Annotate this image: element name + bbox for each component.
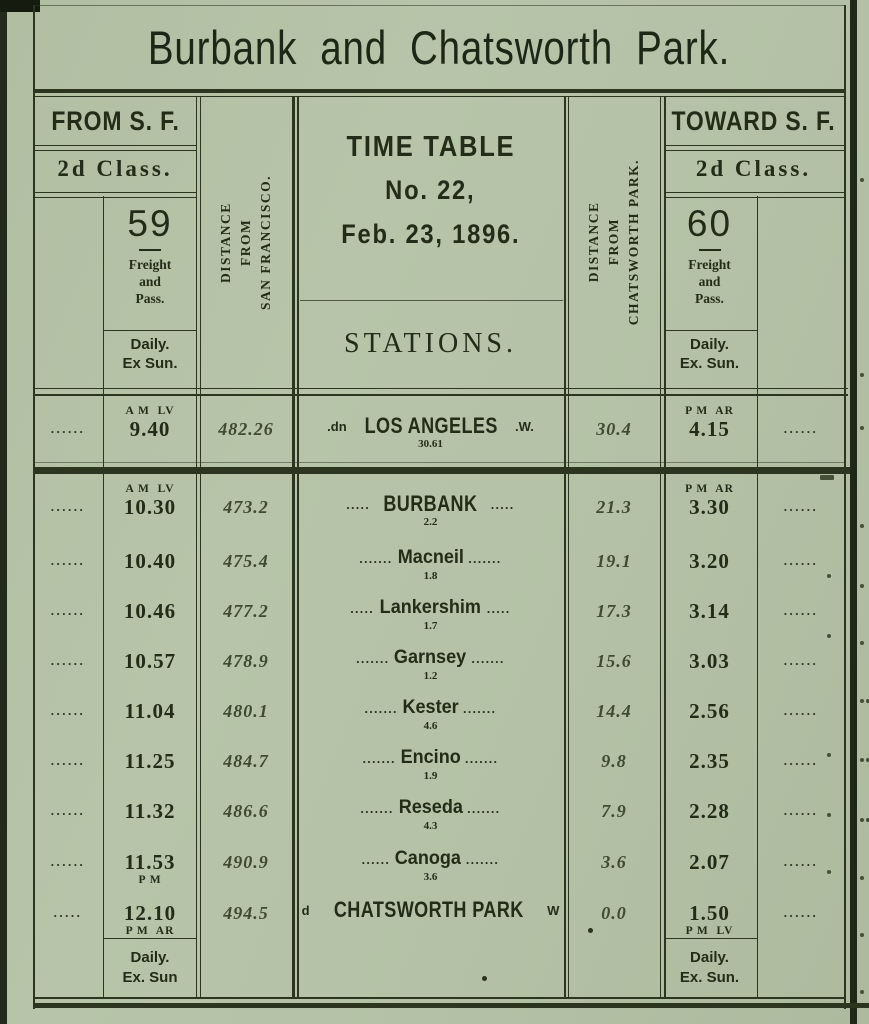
margin-artifact-dot xyxy=(860,699,864,703)
column-divider xyxy=(568,97,569,998)
section-rule xyxy=(33,462,845,463)
heavy-section-rule xyxy=(33,467,850,474)
column-divider xyxy=(103,196,104,998)
distance-from-sf-value: 475.4 xyxy=(223,550,269,571)
leader-dots: ....... xyxy=(467,801,501,816)
time-note: A M LV xyxy=(125,483,175,495)
time-from-sf: 11.53 xyxy=(124,850,176,874)
timetable-row xyxy=(33,636,845,686)
interstation-distance: 1.2 xyxy=(423,670,438,682)
distance-from-sf-value: 484.7 xyxy=(223,750,269,771)
distance-from-sf-value: 473.2 xyxy=(223,496,269,517)
station-name: Lankershim xyxy=(379,597,482,618)
margin-artifact-dot xyxy=(860,373,864,377)
leader-dots: ..... xyxy=(350,601,375,616)
margin-artifact-dot xyxy=(860,990,864,994)
distance-from-sf-value: 486.6 xyxy=(223,800,269,821)
table-header xyxy=(33,97,845,388)
train-60 xyxy=(662,192,757,388)
margin-artifact-dot xyxy=(860,933,864,937)
margin-artifact-dash xyxy=(820,475,834,480)
header-from-sf xyxy=(33,97,197,388)
fill-dots: ...... xyxy=(783,905,819,920)
column-divider xyxy=(200,97,201,998)
distance-from-cp-value: 15.6 xyxy=(596,650,632,671)
leader-dots: ....... xyxy=(356,651,390,666)
train-59-schedule: Daily. Ex Sun. xyxy=(122,336,178,372)
distance-from-cp-value: 17.3 xyxy=(596,600,632,621)
bottom-rule xyxy=(33,997,845,999)
scan-edge-left xyxy=(0,0,7,1024)
stations-divider-rule xyxy=(300,300,563,301)
header-rule xyxy=(104,330,196,331)
time-toward-sf: 3.03 xyxy=(689,649,730,673)
leader-dots: ....... xyxy=(465,751,499,766)
interstation-distance: 1.7 xyxy=(423,620,438,632)
interstation-distance: 4.3 xyxy=(423,820,438,832)
margin-artifact-dot xyxy=(860,524,864,528)
column-divider xyxy=(196,97,197,998)
distance-from-cp-column xyxy=(566,97,662,388)
time-from-sf: 10.46 xyxy=(123,599,177,623)
distance-from-sf-value: 477.2 xyxy=(223,600,269,621)
header-rule xyxy=(665,197,844,198)
time-toward-sf: 2.28 xyxy=(689,799,730,823)
train-59-number: 59 xyxy=(127,203,173,244)
fill-dots: ...... xyxy=(50,803,86,818)
timetable-date: Feb. 23, 1896. xyxy=(340,219,521,249)
leader-dots: ....... xyxy=(465,852,500,867)
train-60-schedule: Daily. Ex. Sun. xyxy=(679,336,740,372)
timetable-row xyxy=(33,786,845,836)
leader-dots: ...... xyxy=(361,852,391,867)
header-rule xyxy=(665,150,844,151)
toward-sf-label: TOWARD S. F. xyxy=(671,105,836,136)
time-toward-sf: 3.30 xyxy=(689,495,730,519)
printer-mark xyxy=(482,976,487,981)
header-bottom-rule xyxy=(33,388,848,389)
margin-artifact-dot xyxy=(860,584,864,588)
from-sf-label-wrap xyxy=(33,97,197,145)
station-name: LOS ANGELES xyxy=(364,413,498,438)
toward-empty-subcol xyxy=(757,192,845,388)
station-name: CHATSWORTH PARK xyxy=(333,897,524,922)
fill-dots: ...... xyxy=(783,854,819,869)
station-name: Macneil xyxy=(397,547,464,568)
leader-dots: ....... xyxy=(359,551,393,566)
footer-rule xyxy=(666,938,757,939)
timetable-row xyxy=(33,888,845,938)
distance-from-cp-value: 7.9 xyxy=(601,800,627,821)
time-note: P M AR xyxy=(685,483,734,495)
fill-dots: ...... xyxy=(50,421,86,436)
column-divider xyxy=(757,196,758,998)
station-name: Reseda xyxy=(398,797,463,818)
leader-dots: ..... xyxy=(486,601,511,616)
distance-from-sf-value: 490.9 xyxy=(223,851,269,872)
margin-artifact-dot xyxy=(827,753,831,757)
distance-from-cp-label: DISTANCE FROM CHATSWORTH PARK. xyxy=(586,159,641,326)
margin-artifact-dot xyxy=(860,818,864,822)
margin-artifact-dot xyxy=(827,870,831,874)
page-title: Burbank and Chatsworth Park. xyxy=(147,20,731,74)
margin-artifact-dot xyxy=(860,876,864,880)
leader-dots: ....... xyxy=(362,751,396,766)
time-note: P M AR xyxy=(125,925,175,937)
distance-from-cp-value: 9.8 xyxy=(601,750,627,771)
fill-dots: ...... xyxy=(783,703,819,718)
timetable-title-box xyxy=(295,97,566,388)
distance-from-sf-label: DISTANCE FROM SAN FRANCISCO. xyxy=(218,174,273,310)
time-toward-sf: 1.50 xyxy=(689,901,730,925)
timetable-row xyxy=(33,836,845,888)
leader-dots: ..... xyxy=(490,497,515,512)
header-rule xyxy=(35,197,196,198)
distance-from-sf-value: 478.9 xyxy=(223,650,269,671)
time-toward-sf: 2.07 xyxy=(689,850,730,874)
stations-header: STATIONS. xyxy=(344,328,517,359)
station-name: BURBANK xyxy=(383,491,478,516)
time-toward-sf: 2.56 xyxy=(689,699,730,723)
interstation-distance: 30.61 xyxy=(418,438,443,450)
scan-edge-right xyxy=(850,0,857,1024)
distance-from-sf-column xyxy=(197,97,295,388)
leader-dots: ....... xyxy=(360,801,394,816)
toward-sf-label-wrap xyxy=(662,97,845,145)
title-top-rule xyxy=(33,5,845,6)
interstation-distance: 3.6 xyxy=(423,871,438,883)
margin-artifact-dot xyxy=(860,178,864,182)
time-note: P M xyxy=(138,874,162,886)
station-name: Encino xyxy=(400,747,461,768)
interstation-distance: 1.8 xyxy=(423,570,438,582)
fill-dots: ...... xyxy=(783,603,819,618)
leader-dots: ....... xyxy=(468,551,502,566)
fill-dots: ...... xyxy=(783,421,819,436)
title-bottom-rule xyxy=(33,89,845,93)
timetable-number: No. 22, xyxy=(385,175,476,205)
distance-from-cp-value: 3.6 xyxy=(601,851,627,872)
bottom-heavy-rule xyxy=(33,1003,869,1008)
leader-dots: ..... xyxy=(346,497,371,512)
fill-dots: ...... xyxy=(50,603,86,618)
time-note: A M LV xyxy=(125,405,175,417)
column-divider xyxy=(297,97,299,998)
train-60-dash xyxy=(699,249,721,251)
station-suffix: .W. xyxy=(515,418,534,434)
train-60-type: Freight and Pass. xyxy=(688,257,731,306)
time-from-sf: 11.04 xyxy=(124,699,176,723)
station-prefix: .dn xyxy=(327,418,347,434)
header-bottom-rule xyxy=(33,394,848,396)
interstation-distance: 2.2 xyxy=(423,516,438,528)
distance-from-cp-value: 0.0 xyxy=(601,902,627,923)
los-angeles-row xyxy=(33,396,845,462)
distance-from-cp-value: 14.4 xyxy=(596,700,632,721)
header-rule xyxy=(35,150,196,151)
title-box xyxy=(33,5,845,89)
fill-dots: ...... xyxy=(50,499,86,514)
fill-dots: ..... xyxy=(53,905,83,920)
fill-dots: ...... xyxy=(783,553,819,568)
margin-artifact-dot xyxy=(860,426,864,430)
station-prefix: d xyxy=(301,902,310,918)
fill-dots: ...... xyxy=(783,803,819,818)
station-name: Canoga xyxy=(395,848,462,869)
fill-dots: ...... xyxy=(50,653,86,668)
from-empty-subcol xyxy=(33,192,103,388)
time-toward-sf: 3.20 xyxy=(689,549,730,573)
margin-artifact-dot xyxy=(860,641,864,645)
station-suffix: W xyxy=(547,902,560,918)
leader-dots: ....... xyxy=(463,701,497,716)
fill-dots: ...... xyxy=(50,753,86,768)
header-toward-sf xyxy=(662,97,845,388)
distance-from-sf-value: 480.1 xyxy=(223,700,269,721)
column-divider xyxy=(664,97,666,998)
margin-artifact-dot xyxy=(860,758,864,762)
time-from-sf: 10.40 xyxy=(123,549,177,573)
margin-artifact-dot xyxy=(827,634,831,638)
leader-dots: ....... xyxy=(364,701,398,716)
margin-artifact-dot xyxy=(827,574,831,578)
timetable-row xyxy=(33,478,845,536)
train-60-number: 60 xyxy=(686,203,733,244)
time-toward-sf: 2.35 xyxy=(689,749,730,773)
footer-rule xyxy=(104,938,196,939)
fill-dots: ...... xyxy=(50,553,86,568)
train-59-type: Freight and Pass. xyxy=(128,257,172,306)
fill-dots: ...... xyxy=(783,653,819,668)
distance-from-sf-value: 482.26 xyxy=(218,418,274,439)
interstation-distance: 1.9 xyxy=(423,770,438,782)
distance-from-sf-value: 494.5 xyxy=(223,902,269,923)
timetable-row xyxy=(33,536,845,586)
time-note: P M LV xyxy=(685,925,734,937)
printer-mark xyxy=(588,928,593,933)
leader-dots: ....... xyxy=(471,651,505,666)
fill-dots: ...... xyxy=(783,499,819,514)
time-from-sf: 11.32 xyxy=(124,799,176,823)
timetable-row xyxy=(33,586,845,636)
time-toward-sf: 3.14 xyxy=(689,599,730,623)
fill-dots: ...... xyxy=(50,703,86,718)
header-rule xyxy=(665,145,844,146)
header-rule xyxy=(35,192,196,193)
timetable-label: TIME TABLE xyxy=(346,131,515,163)
time-from-sf: 11.25 xyxy=(124,749,176,773)
time-from-sf: 10.57 xyxy=(123,649,177,673)
distance-from-cp-value: 30.4 xyxy=(596,418,632,439)
train-59-dash xyxy=(139,249,161,251)
station-name: Kester xyxy=(402,697,459,718)
column-divider xyxy=(660,97,661,998)
time-from-sf: 12.10 xyxy=(123,901,177,925)
table-border-right xyxy=(844,5,846,1009)
fill-dots: ...... xyxy=(783,753,819,768)
footer-schedule-right: Daily. Ex. Sun. xyxy=(679,949,740,986)
header-rule xyxy=(665,192,844,193)
header-rule xyxy=(666,330,757,331)
station-rows xyxy=(33,478,845,938)
timetable-row xyxy=(33,736,845,786)
distance-from-cp-value: 21.3 xyxy=(596,496,632,517)
time-from-sf: 10.30 xyxy=(123,495,177,519)
train-59 xyxy=(103,192,197,388)
time-from-sf: 9.40 xyxy=(129,417,171,441)
fill-dots: ...... xyxy=(50,854,86,869)
toward-class-label: 2d Class. xyxy=(695,155,812,181)
from-class-label: 2d Class. xyxy=(57,155,173,181)
timetable-row xyxy=(33,686,845,736)
title-bottom-rule xyxy=(33,96,845,97)
station-name: Garnsey xyxy=(394,647,467,668)
column-divider xyxy=(292,97,295,998)
distance-from-cp-value: 19.1 xyxy=(596,550,632,571)
table-footer xyxy=(33,938,845,997)
from-sf-label: FROM S. F. xyxy=(50,105,180,136)
column-divider xyxy=(564,97,566,998)
interstation-distance: 4.6 xyxy=(423,720,438,732)
table-border-left xyxy=(33,5,35,1009)
margin-artifact-dot xyxy=(827,813,831,817)
time-note: P M AR xyxy=(685,405,734,417)
footer-schedule-left: Daily. Ex. Sun xyxy=(122,949,178,986)
header-rule xyxy=(35,145,196,146)
time-toward-sf: 4.15 xyxy=(689,417,730,441)
